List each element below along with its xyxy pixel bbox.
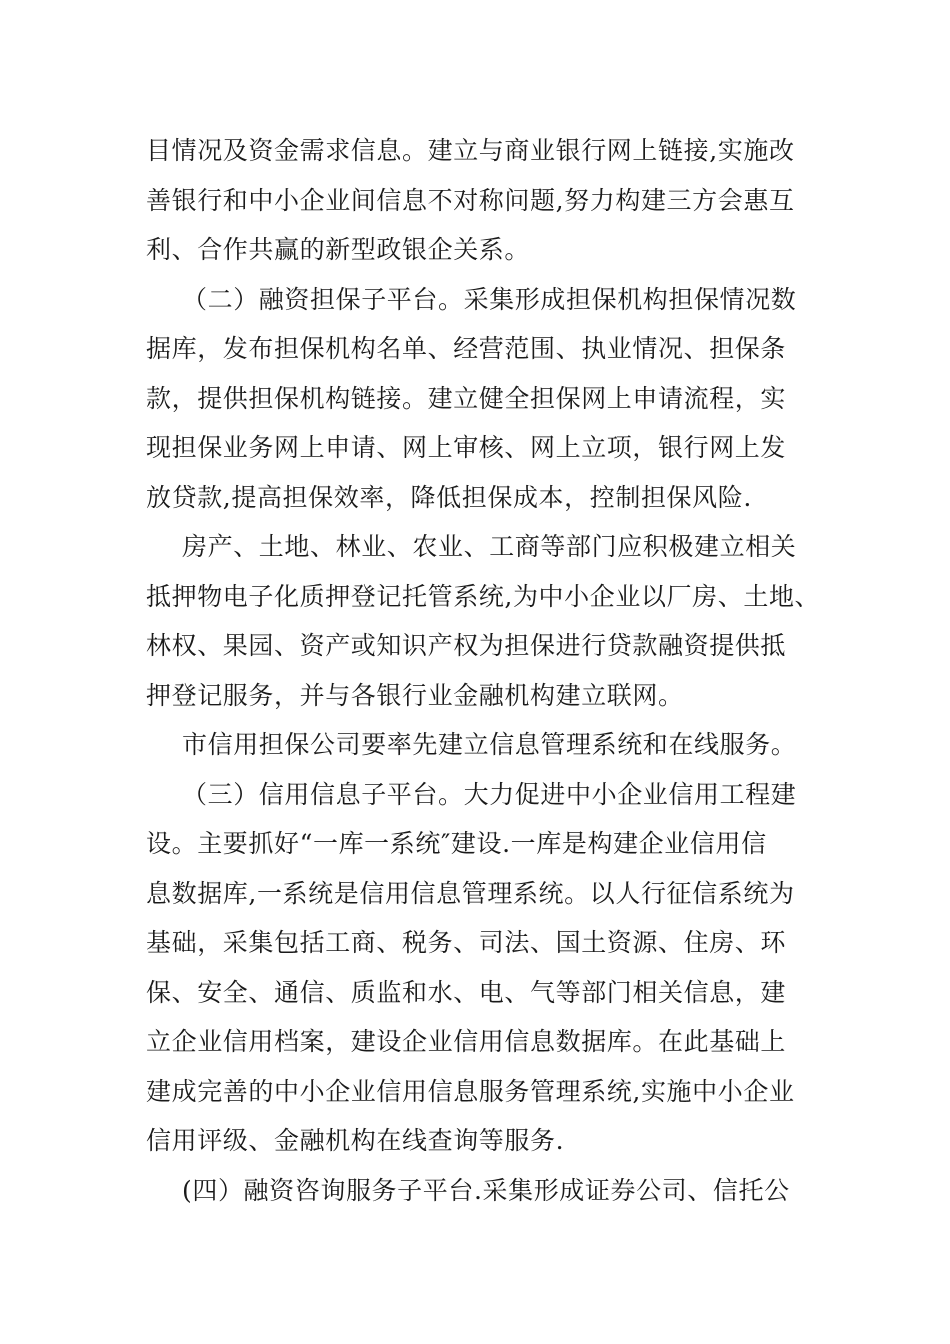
text-line: 立企业信用档案，建设企业信用信息数据库。在此基础上 (146, 1027, 787, 1056)
text-line: 房产、土地、林业、农业、工商等部门应积极建立相关 (182, 532, 797, 561)
text-line: 建成完善的中小企业信用信息服务管理系统,实施中小企业 (146, 1076, 795, 1106)
text-line: 现担保业务网上申请、网上审核、网上立项，银行网上发 (146, 433, 787, 462)
text-line: （二）融资担保子平台。采集形成担保机构担保情况数 (182, 284, 797, 314)
paragraph (146, 720, 826, 770)
text-line: 目情况及资金需求信息。建立与商业银行网上链接,实施改 (146, 136, 795, 165)
text-line: 利、合作共赢的新型政银企关系。 (146, 235, 531, 264)
text-line: 信用评级、金融机构在线查询等服务. (146, 1126, 565, 1155)
paragraph (146, 522, 826, 720)
text-line: 善银行和中小企业间信息不对称问题,努力构建三方会惠互 (146, 185, 795, 215)
text-line: 款，提供担保机构链接。建立健全担保网上申请流程，实 (146, 383, 787, 413)
paragraph (146, 275, 826, 523)
text-line: 抵押物电子化质押登记托管系统,为中小企业以厂房、土地、 (146, 581, 821, 611)
text-line: 林权、果园、资产或知识产权为担保进行贷款融资提供抵 (146, 631, 787, 660)
paragraph (146, 1166, 826, 1216)
text-line: 保、安全、通信、质监和水、电、气等部门相关信息，建 (146, 977, 787, 1007)
document-body (146, 126, 826, 1215)
text-line: 押登记服务，并与各银行业金融机构建立联网。 (146, 680, 684, 710)
text-line: 市信用担保公司要率先建立信息管理系统和在线服务。 (182, 730, 797, 759)
text-line: 设。主要抓好“一库一系统″建设.一库是构建企业信用信 (146, 829, 767, 858)
text-line: 基础，采集包括工商、税务、司法、国土资源、住房、环 (146, 928, 787, 957)
text-line: 息数据库,一系统是信用信息管理系统。以人行征信系统为 (146, 878, 795, 908)
text-line: (四）融资咨询服务子平台.采集形成证券公司、信托公 (182, 1175, 790, 1205)
text-line: 据库，发布担保机构名单、经营范围、执业情况、担保条 (146, 334, 787, 363)
text-line: 放贷款,提高担保效率，降低担保成本，控制担保风险. (146, 482, 752, 512)
text-line: （三）信用信息子平台。大力促进中小企业信用工程建 (182, 779, 797, 809)
paragraph (146, 126, 826, 275)
paragraph (146, 770, 826, 1166)
